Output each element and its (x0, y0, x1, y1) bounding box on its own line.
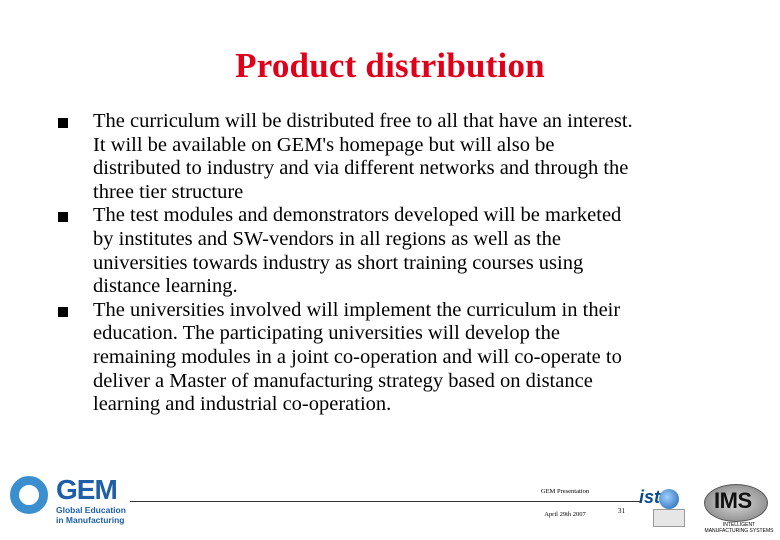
ims-logo-text: IMS (714, 488, 752, 513)
ims-logo-subtitle (700, 522, 778, 534)
bullet-list (58, 110, 748, 417)
bullet-line: remaining modules in a joint co-operation and will co-operate to (93, 345, 622, 368)
gem-logo-subtitle (56, 505, 136, 525)
bullet-item (58, 204, 748, 298)
slide-title: Product distribution (235, 46, 545, 85)
bullet-line: It will be available on GEM's homepage but will also be (93, 133, 555, 156)
ist-badge (653, 509, 685, 527)
bullet-item (58, 110, 748, 204)
gem-logo-name: GEM (56, 474, 117, 505)
bullet-line: education. The participating universities will develop the (93, 322, 561, 345)
globe-icon (659, 489, 679, 509)
ims-subtitle-line: INTELLIGENT (722, 522, 756, 528)
bullet-line: three tier structure (93, 180, 244, 203)
bullet-line: deliver a Master of manufacturing strategy based on distance (93, 369, 593, 392)
square-bullet-icon (58, 212, 68, 222)
bullet-line: universities towards industry as short training courses using (93, 251, 584, 274)
footer-date: April 29th 2007 (544, 511, 586, 518)
bullet-line: distributed to industry and via different networks and through the (93, 157, 629, 180)
bullet-item (58, 299, 748, 417)
ims-logo (700, 484, 778, 534)
bullet-line: by institutes and SW-vendors in all regions as well as the (93, 227, 562, 250)
bullet-line: The universities involved will implement the curriculum in their (93, 298, 621, 321)
bullet-line: distance learning. (93, 275, 238, 298)
gem-ring-icon (10, 476, 48, 514)
page-number: 31 (618, 507, 625, 515)
gem-logo (10, 472, 130, 534)
bullet-line: learning and industrial co-operation. (93, 393, 392, 416)
square-bullet-icon (58, 307, 68, 317)
bullet-line: The test modules and demonstrators developed will be marketed (93, 204, 622, 227)
footer-divider (130, 501, 640, 502)
square-bullet-icon (58, 118, 68, 128)
gem-subtitle-line: Global Education (56, 505, 126, 515)
ims-subtitle-line: MANUFACTURING SYSTEMS (704, 528, 774, 534)
footer-presentation-label: GEM Presentation (540, 488, 590, 495)
bullet-line: The curriculum will be distributed free to all that have an interest. (93, 110, 633, 132)
ist-logo-text: ist (639, 487, 661, 507)
gem-subtitle-line: in Manufacturing (56, 515, 125, 525)
ist-logo (637, 487, 687, 527)
